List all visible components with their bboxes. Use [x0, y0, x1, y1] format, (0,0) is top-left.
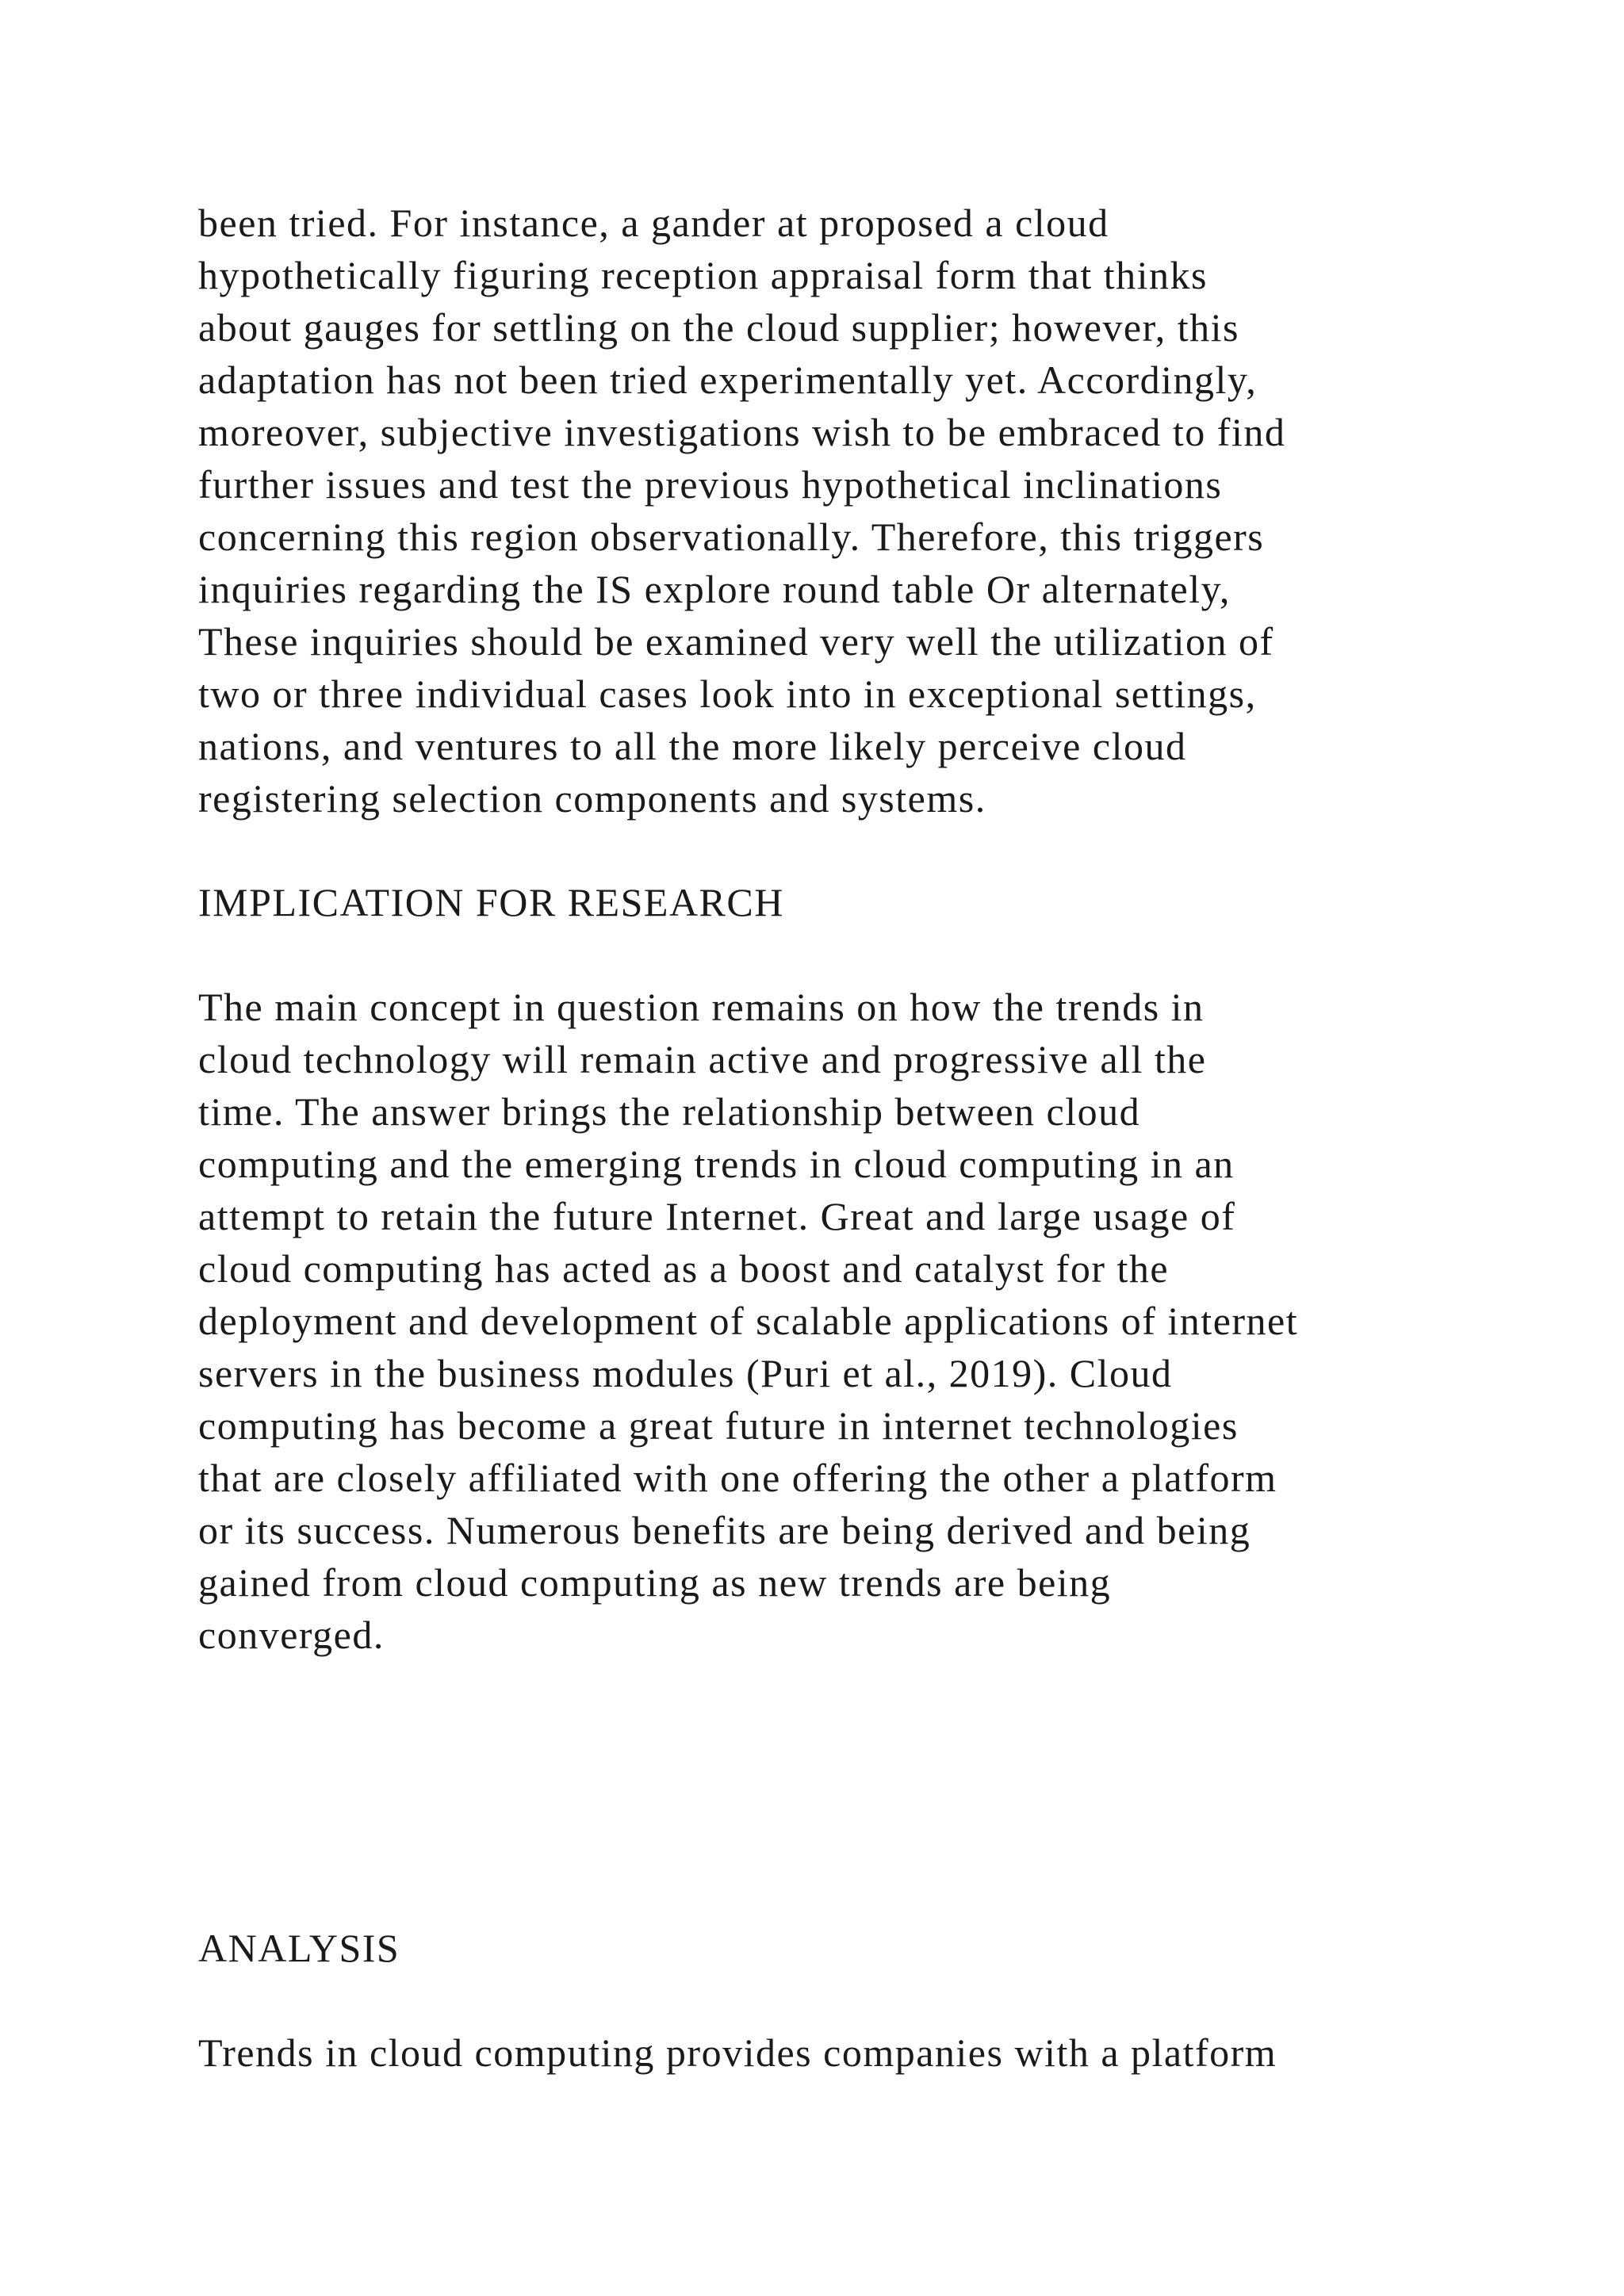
paragraph-body-1 — [198, 197, 1546, 825]
paragraph-body-3 — [198, 2026, 1546, 2079]
text-line: inquiries regarding the IS explore round table Or alternately, — [198, 567, 1231, 611]
text-line: further issues and test the previous hypothetical inclinations — [198, 462, 1223, 507]
text-line: gained from cloud computing as new trends are being — [198, 1560, 1112, 1605]
text-line: attempt to retain the future Internet. Great and large usage of — [198, 1194, 1236, 1238]
text-line: The main concept in question remains on how the trends in — [198, 985, 1205, 1029]
text-line: converged. — [198, 1613, 385, 1657]
text-line: two or three individual cases look into in exceptional settings, — [198, 672, 1257, 716]
text-line: nations, and ventures to all the more likely perceive cloud — [198, 724, 1187, 768]
text-line: that are closely affiliated with one offering the other a platform — [198, 1456, 1277, 1500]
section-heading-implication: IMPLICATION FOR RESEARCH — [198, 880, 784, 924]
text-line: cloud technology will remain active and progressive all the — [198, 1037, 1207, 1081]
text-line: or its success. Numerous benefits are being derived and being — [198, 1508, 1251, 1552]
text-line: cloud computing has acted as a boost and catalyst for the — [198, 1246, 1170, 1291]
section-heading-analysis: ANALYSIS — [198, 1926, 400, 1970]
text-line: computing and the emerging trends in cloud computing in an — [198, 1142, 1235, 1186]
text-line: registering selection components and systems. — [198, 776, 986, 821]
text-line: These inquiries should be examined very well the utilization of — [198, 619, 1274, 664]
text-line: been tried. For instance, a gander at proposed a cloud — [198, 201, 1109, 245]
text-line: hypothetically figuring reception appraisal form that thinks — [198, 253, 1208, 297]
text-line: about gauges for settling on the cloud supplier; however, this — [198, 305, 1239, 350]
text-line: moreover, subjective investigations wish to be embraced to find — [198, 410, 1286, 454]
text-line: computing has become a great future in internet technologies — [198, 1403, 1239, 1448]
text-line: deployment and development of scalable applications of internet — [198, 1299, 1299, 1343]
paragraph-body-2 — [198, 981, 1546, 1661]
text-line: adaptation has not been tried experimentally yet. Accordingly, — [198, 358, 1258, 402]
text-line: concerning this region observationally. Therefore, this triggers — [198, 515, 1265, 559]
text-line: servers in the business modules (Puri et al., 2019). Cloud — [198, 1351, 1173, 1395]
text-line: time. The answer brings the relationship between cloud — [198, 1089, 1141, 1134]
text-line: Trends in cloud computing provides companies with a platform — [198, 2030, 1277, 2075]
